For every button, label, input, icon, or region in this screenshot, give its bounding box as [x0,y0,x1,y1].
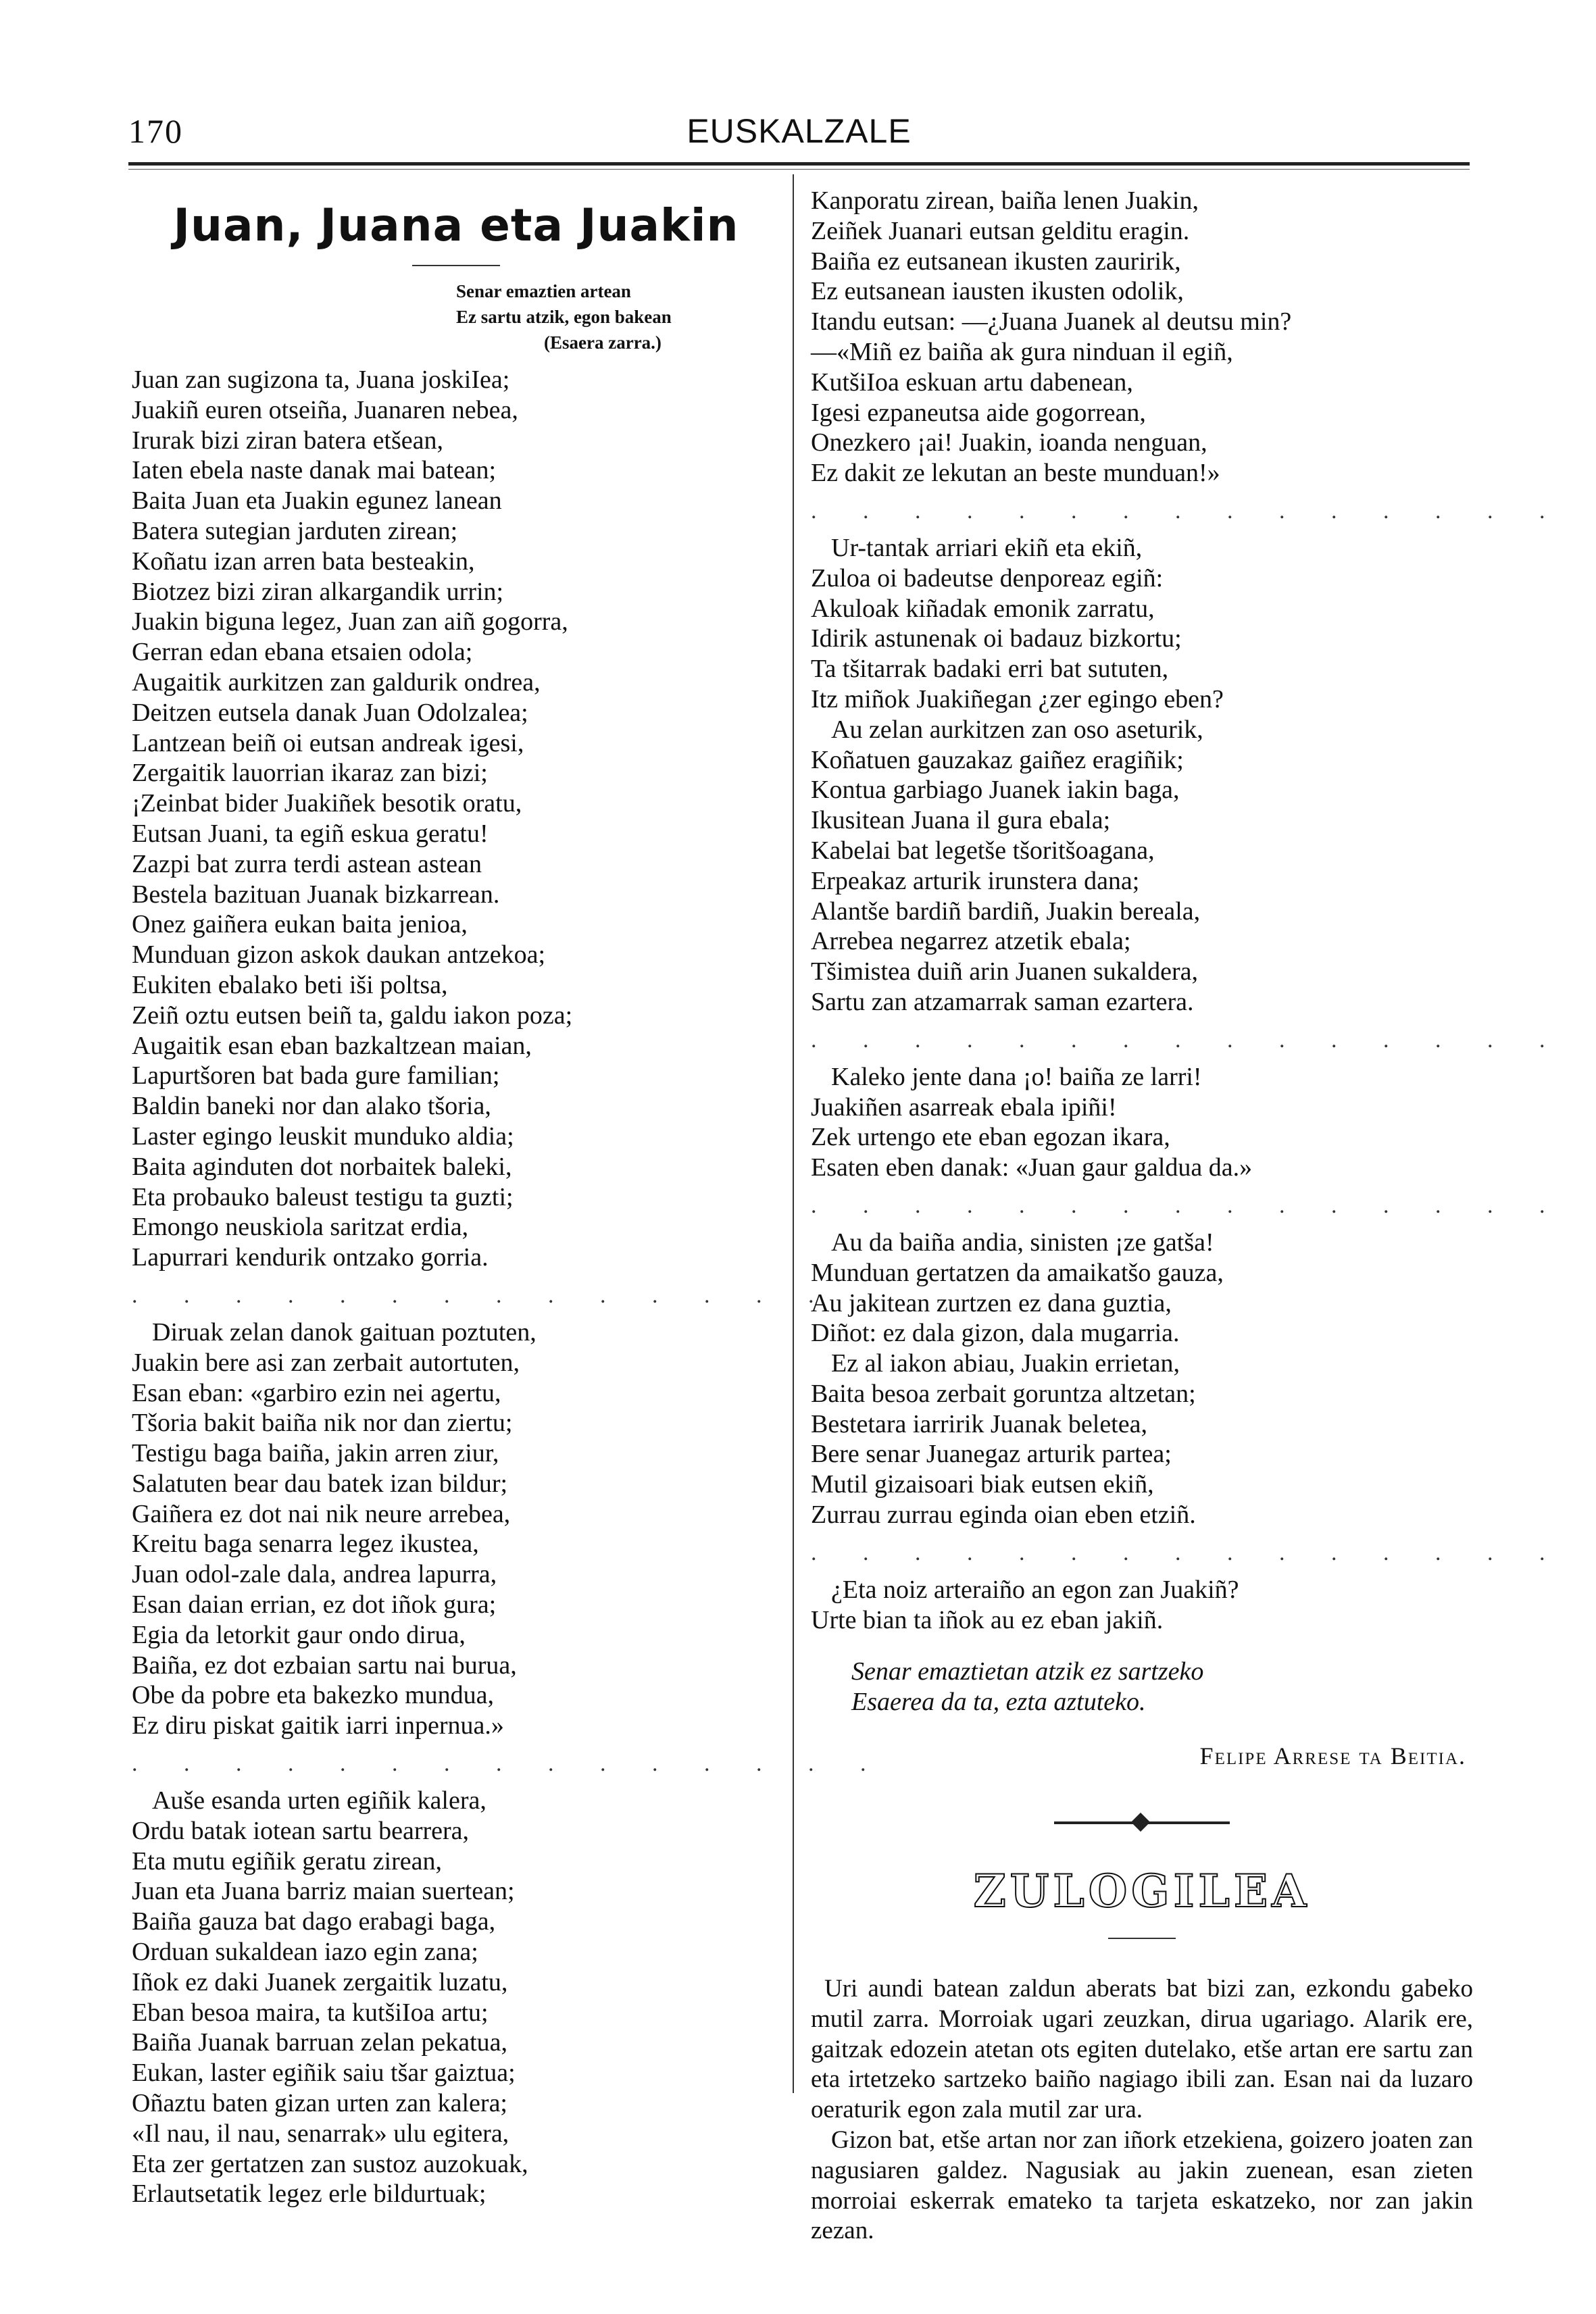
verse-line: Lapurrari kendurik ontzako gorria. [132,1243,489,1272]
verse-line: Testigu baga baiña, jakin arren ziur, [132,1439,499,1468]
verse-line: Obe da pobre eta bakezko mundua, [132,1681,495,1710]
verse-line: Juakiñ euren otseiña, Juanaren nebea, [132,395,518,424]
stanza [132,365,780,1273]
verse-line: Eutsan Juani, ta egiñ eskua geratu! [132,819,489,848]
verse-line: Orduan sukaldean iazo egin zana; [132,1938,478,1967]
verse-line: Augaitik esan eban bazkaltzean maian, [132,1031,532,1060]
verse-line: Zeiñ oztu eutsen beiñ ta, galdu iakon poza; [132,1001,573,1030]
verse-line: Ikusitean Juana il gura ebala; [811,806,1111,835]
verse-line: Ez al iakon abiau, Juakin errietan, [831,1349,1180,1378]
verse-line: «Il nau, il nau, senarrak» ulu egitera, [132,2119,509,2148]
verse-line: Iaten ebela naste danak mai batean; [132,456,497,485]
verse-line: Arrebea negarrez atzetik ebala; [811,927,1131,956]
verse-line: Baita Juan eta Juakin egunez lanean [132,486,502,515]
verse-line: Baiña, ez dot ezbaian sartu nai burua, [132,1651,517,1680]
verse-line: Diñot: ez dala gizon, dala mugarria. [811,1319,1180,1348]
verse-line: Gaiñera ez dot nai nik neure arrebea, [132,1499,511,1528]
stanza [811,186,1473,488]
verse-line: Juakin biguna legez, Juan zan aiñ gogorra, [132,607,568,636]
verse-line: Irurak bizi ziran batera etšean, [132,426,444,455]
verse-line: Itandu eutsan: —¿Juana Juanek al deutsu min? [811,307,1292,336]
verse-line: Emongo neuskiola saritzat erdia, [132,1213,469,1242]
verse-line: Sartu zan atzamarrak saman ezartera. [811,987,1194,1016]
page-header [128,111,1470,159]
title-rule [412,265,500,266]
stanza [132,1786,780,2209]
verse-line: Au zelan aurkitzen zan oso aseturik, [831,715,1203,744]
verse-line: Erpeakaz arturik irunstera dana; [811,866,1140,895]
moral-line: Esaerea da ta, ezta aztuteko. [851,1688,1146,1717]
author-signature: Felipe Arrese ta Beitia. [1199,1742,1466,1770]
verse-line: Laster egingo leuskit munduko aldia; [132,1122,514,1151]
verse-line: Diruak zelan danok gaituan poztuten, [152,1317,537,1347]
verse-line: Eta probauko baleust testigu ta guzti; [132,1182,514,1211]
verse-line: Baiña ez eutsanean ikusten zauririk, [811,247,1181,276]
running-title: EUSKALZALE [687,112,912,150]
verse-line: Gerran edan ebana etsaien odola; [132,638,473,667]
verse-line: Juan odol-zale dala, andrea lapurra, [132,1560,497,1589]
moral-line: Senar emaztietan atzik ez sartzeko [851,1657,1204,1686]
verse-line: Augaitik aurkitzen zan galdurik ondrea, [132,668,541,697]
verse-line: Idirik astunenak oi badauz bizkortu; [811,624,1182,653]
epigraph [456,278,780,355]
verse-line: Juakiñen asarreak ebala ipiñi! [811,1092,1117,1122]
verse-line: ¿Eta noiz arteraiño an egon zan Juakiñ? [831,1575,1239,1604]
verse-line: Ez dakit ze lekutan an beste munduan!» [811,459,1220,488]
page-number: 170 [128,112,183,150]
title-rule [1108,1938,1176,1939]
verse-line: Ta tšitarrak badaki erri bat sututen, [811,655,1169,684]
verse-line: Kaleko jente dana ¡o! baiña ze larri! [831,1062,1202,1091]
stanza [811,1575,1473,1636]
verse-line: Koñatuen gauzakaz gaiñez eragiñik; [811,745,1184,774]
verse-line: Lantzean beiñ oi eutsan andreak igesi, [132,728,524,757]
stanza [811,1228,1473,1530]
stanza-separator: . . . . . . . . . . . . . . . [811,1192,1566,1218]
verse-line: Kanporatu zirean, baiña lenen Juakin, [811,186,1199,215]
verse-line: Batera sutegian jarduten zirean; [132,516,458,545]
verse-line: Alantše bardiñ bardiñ, Juakin bereala, [811,897,1201,926]
verse-line: Itz miñok Juakiñegan ¿zer egingo eben? [811,684,1224,713]
verse-line: Akuloak kiñadak emonik zarratu, [811,594,1155,623]
verse-line: Kreitu baga senarra legez ikustea, [132,1530,479,1559]
diamond-ornament-icon [1131,1813,1150,1832]
verse-line: Auše esanda urten egiñik kalera, [152,1786,487,1815]
verse-line: ¡Zeinbat bider Juakiñek besotik oratu, [132,789,522,818]
verse-line: Tšoria bakit baiña nik nor dan ziertu; [132,1409,513,1438]
verse-line: Kontua garbiago Juanek iakin baga, [811,776,1180,805]
verse-line: Ez eutsanean iausten ikusten odolik, [811,277,1184,306]
verse-line: Ez diru piskat gaitik iarri inpernua.» [132,1711,504,1740]
verse-line: Au jakitean zurtzen ez dana guztia, [811,1288,1172,1317]
verse-line: Juan eta Juana barriz maian suertean; [132,1877,515,1906]
verse-line: Koñatu izan arren bata besteakin, [132,547,475,576]
verse-line: Kabelai bat legetše tšoritšoagana, [811,836,1155,865]
verse-line: Ur-tantak arriari ekiñ eta ekiñ, [831,533,1143,562]
verse-line: Egia da letorkit gaur ondo dirua, [132,1620,466,1649]
verse-line: KutšiIoa eskuan artu dabenean, [811,368,1133,397]
article-body [811,1974,1473,2246]
verse-line: Onezkero ¡ai! Juakin, ioanda nenguan, [811,428,1207,457]
verse-line: Mutil gizaisoari biak eutsen ekiñ, [811,1470,1154,1499]
verse-line: Lapurtšoren bat bada gure familian; [132,1061,500,1090]
epigraph-line: Senar emaztien artean [456,281,631,301]
verse-line: Iñok ez daki Juanek zergaitik luzatu, [132,1967,508,1996]
verse-line: Zuloa oi badeutse denporeaz egiñ: [811,563,1164,593]
header-rule-thin [128,169,1470,170]
verse-line: Esan daian errian, ez dot iñok gura; [132,1590,497,1619]
verse-line: Zeiñek Juanari eutsan gelditu eragin. [811,216,1190,245]
verse-line: Esan eban: «garbiro ezin nei agertu, [132,1378,501,1407]
stanza-separator: . . . . . . . . . . . . . . . [132,1751,887,1777]
verse-line: Ordu batak iotean sartu bearrera, [132,1816,470,1845]
verse-line: Urte bian ta iñok au ez eban jakiñ. [811,1605,1164,1634]
verse-line: Zurrau zurrau eginda oian eben etziñ. [811,1501,1196,1530]
column-divider [793,174,794,2093]
verse-line: Onez gaiñera eukan baita jenioa, [132,910,468,939]
verse-line: Esaten eben danak: «Juan gaur galdua da.» [811,1153,1253,1182]
verse-line: Munduan gizon askok daukan antzekoa; [132,940,546,970]
epigraph-line: Ez sartu atzik, egon bakean [456,307,672,327]
verse-line: Eta zer gertatzen zan sustoz auzokuak, [132,2149,528,2178]
verse-line: Salatuten bear dau batek izan bildur; [132,1469,508,1498]
stanza [811,533,1473,1017]
verse-line: Baldin baneki nor dan alako tšoria, [132,1092,491,1121]
verse-line: Baiña Juanak barruan zelan pekatua, [132,2028,508,2057]
article-title: Juan, Juana eta Juakin [173,199,739,251]
verse-line: Tšimistea duiñ arin Juanen sukaldera, [811,957,1199,986]
header-rule [128,162,1470,166]
verse-line: Eban besoa maira, ta kutšiIoa artu; [132,1998,489,2027]
verse-line: Zazpi bat zurra terdi astean astean [132,849,482,878]
verse-line: Bestetara iarririk Juanak beletea, [811,1409,1147,1438]
verse-line: Juakin bere asi zan zerbait autortuten, [132,1348,520,1377]
stanza-separator: . . . . . . . . . . . . . . . [132,1282,887,1308]
verse-line: Bere senar Juanegaz arturik partea; [811,1440,1172,1469]
paragraph: Uri aundi batean zaldun aberats bat bizi zan, ezkondu gabeko mutil zarra. Morroiak ugari zeuzkan, dirua ugariago. Alarik ere, gaitzak edozein atetan ots egiten dutelako, etše artan ere sartu zan eta irtetzeko sartzeko baiño nagiago ibili zan. Esan nai da luzaro oeraturik egon zala mutil zar ura. [811,1975,1473,2124]
verse-line: Eukan, laster egiñik saiu tšar gaiztua; [132,2059,516,2088]
stanza [132,1317,780,1741]
verse-line: —«Miñ ez baiña ak gura ninduan il egiñ, [811,337,1233,366]
stanza-separator: . . . . . . . . . . . . . . . [811,1027,1566,1053]
verse-line: Biotzez bizi ziran alkargandik urrin; [132,577,504,606]
verse-line: Erlautsetatik legez erle bildurtuak; [132,2180,487,2209]
stanza-separator: . . . . . . . . . . . . . . . [811,498,1566,524]
verse-line: Eta mutu egiñik geratu zirean, [132,1846,442,1876]
verse-line: Munduan gertatzen da amaikatšo gauza, [811,1258,1224,1287]
article-title: ZULOGILEA [973,1865,1311,1918]
verse-line: Igesi ezpaneutsa aide gogorrean, [811,398,1146,427]
stanza-separator: . . . . . . . . . . . . . . . [811,1540,1566,1565]
verse-line: Baiña gauza bat dago erabagi baga, [132,1907,496,1936]
verse-line: Baita aginduten dot norbaitek baleki, [132,1152,512,1181]
verse-line: Zergaitik lauorrian ikaraz zan bizi; [132,759,488,788]
right-column [811,186,1566,2246]
stanza [811,1062,1473,1183]
verse-line: Au da baiña andia, sinisten ¡ze gatša! [831,1228,1214,1257]
verse-line: Deitzen eutsela danak Juan Odolzalea; [132,698,528,727]
left-column [132,186,887,2209]
closing-moral [851,1657,1473,1717]
verse-line: Eukiten ebalako beti iši poltsa, [132,970,448,999]
paragraph: Gizon bat, etše artan nor zan iñork etzekiena, goizero joaten zan nagusiaren galdez. Nagusiak au jakin zuenean, esan zieten morroiai eskerrak emateko ta tarjeta eskatzeko, nor zan jakin zezan. [811,2126,1473,2245]
epigraph-source: (Esaera zarra.) [544,332,662,353]
verse-line: Zek urtengo ete eban egozan ikara, [811,1123,1170,1152]
verse-line: Oñaztu baten gizan urten zan kalera; [132,2089,507,2118]
verse-line: Baita besoa zerbait goruntza altzetan; [811,1379,1196,1408]
verse-line: Juan zan sugizona ta, Juana joskiIea; [132,366,510,394]
verse-line: Bestela bazituan Juanak bizkarrean. [132,880,500,909]
ornament-divider [1054,1812,1230,1832]
